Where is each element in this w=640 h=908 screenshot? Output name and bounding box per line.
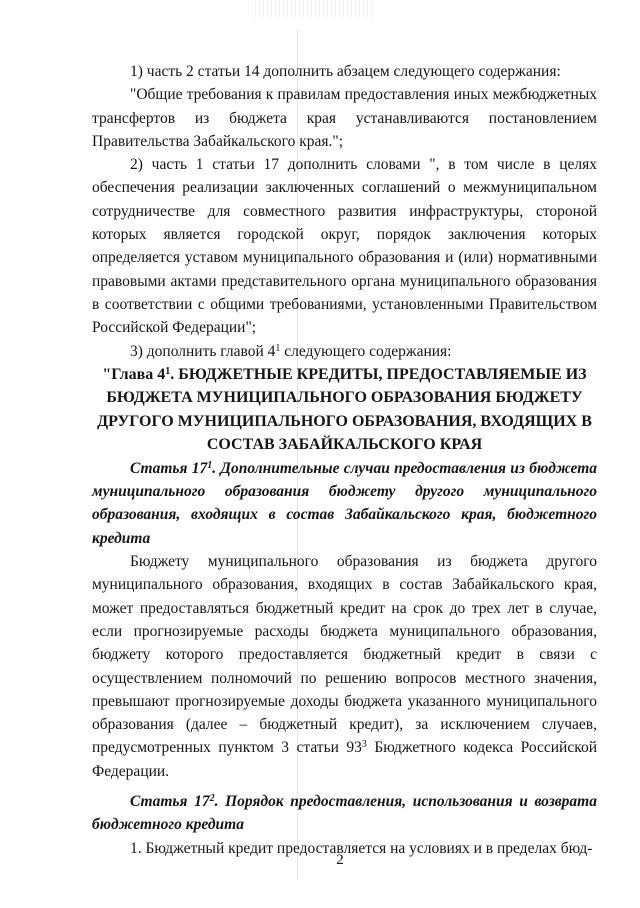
article-1-body-sup: 3 [361,739,367,751]
article-17-2-item-1: 1. Бюджетный кредит предоставляется на условиях и в пределах бюд- [130,839,593,857]
chapter-sup: 1 [165,365,171,377]
chapter-heading [92,363,597,457]
article-1-body-main: Бюджету муниципального образования из бюджета другого муниципального образования, входящих в состав Забайкальского края, может предоставляться бюджетный кредит на срок до трех лет в случае, если прогнозируемые расходы бюджета муниципального образования, бюджету которого предоставляется бюджетный кредит в связи с осуществлением полномочий по решению вопросов местного значения, превышают прогнозируемые доходы бюджета указанного муниципального образования (далее – бюджетный кредит), за исключением случаев, предусмотренных пунктом 3 статьи 93 [92,553,597,757]
article-2-prefix: Статья 17 [130,793,210,811]
article-1-body-end: Бюджетного кодекса Российской Федерации. [92,739,597,780]
article-17-2-title [92,790,597,837]
item-1-line: 1) часть 2 статьи 14 дополнить абзацем следующего содержания: [130,63,561,80]
article-1-sup: 1 [207,459,213,471]
chapter-title: . БЮДЖЕТНЫЕ КРЕДИТЫ, ПРЕДОСТАВЛЯЕМЫЕ ИЗ БЮДЖЕТА МУНИЦИПАЛЬНОГО ОБРАЗОВАНИЯ БЮДЖЕТУ ДРУГОГО МУНИЦИПАЛЬНОГО ОБРАЗОВАНИЯ, ВХОДЯЩИХ В СОСТАВ ЗАБАЙКАЛЬСКОГО КРАЯ [97,365,592,454]
article-1-prefix: Статья 17 [130,459,208,477]
article-2-title-text: . Порядок предоставления, использования и возврата бюджетного кредита [92,793,597,834]
scan-artifact [255,0,375,18]
item-3 [92,340,597,363]
article-17-1-body [92,550,597,783]
item-1-quote: "Общие требования к правилам предоставления иных межбюджетных трансфертов из бюджета края устанавливаются постановлением Правительства Забайкальского края."; [92,86,597,150]
article-1-title-text: . Дополнительные случаи предоставления из бюджета муниципального образования бюджету другого муниципального образования, входящих в состав Забайкальского края, бюджетного кредита [92,459,597,547]
chapter-prefix: "Глава 4 [102,365,166,383]
item-3-sup: 1 [275,342,281,354]
item-2: 2) часть 1 статьи 17 дополнить словами ", в том числе в целях обеспечения реализации заключенных соглашений о межмуниципальном сотрудничестве для совместного развития инфраструктуры, стороной которых является городской округ, порядок заключения которых определяется уставом муниципального образования и (или) нормативными правовыми актами представительного органа муниципального образования в соответствии с общими требованиями, установленными Правительством Российской Федерации"; [92,156,597,337]
document-body [92,60,597,860]
article-2-sup: 2 [209,793,215,805]
item-3-prefix: 3) дополнить главой 4 [130,342,276,360]
page-number: 2 [336,852,344,868]
article-17-1-title [92,457,597,550]
item-3-suffix: следующего содержания: [280,342,452,360]
